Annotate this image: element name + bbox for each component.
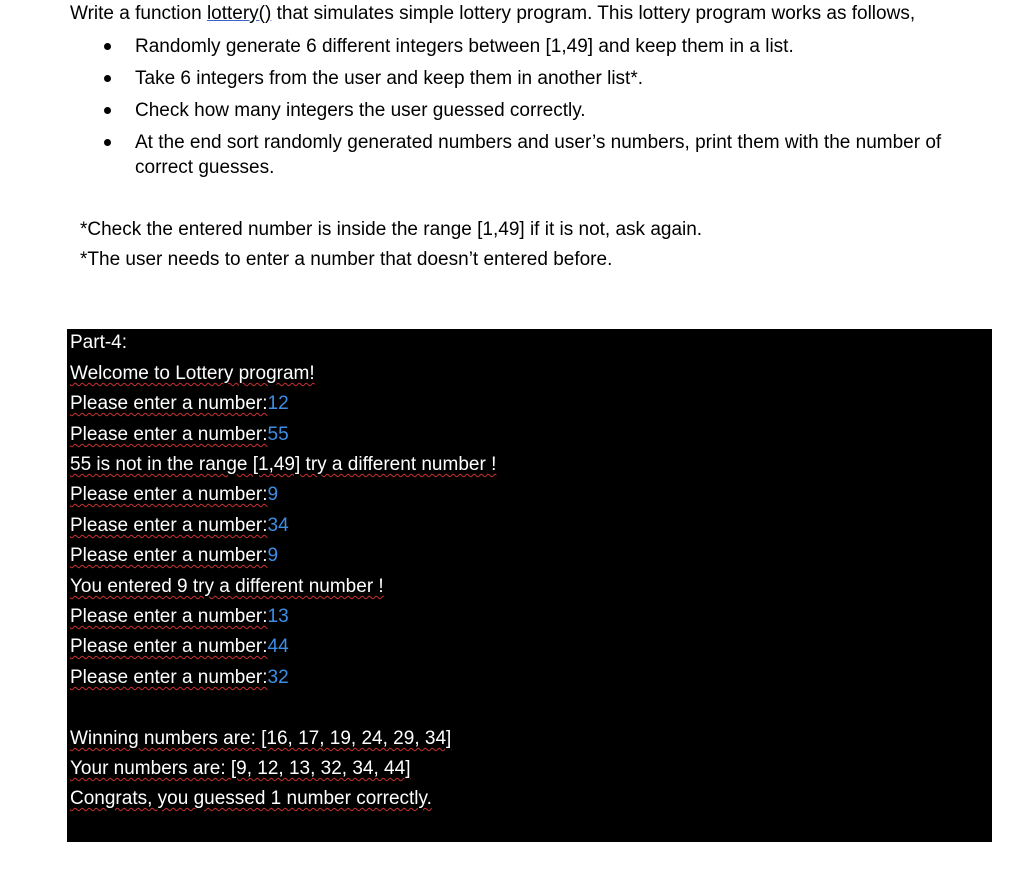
console-prompt-line xyxy=(70,392,289,416)
notes xyxy=(80,215,702,275)
input-number: 9 xyxy=(267,484,279,505)
prompt-text: Please enter a number: xyxy=(70,484,268,505)
input-number: 9 xyxy=(267,545,279,566)
input-number: 12 xyxy=(267,393,289,414)
list-item: Randomly generate 6 different integers between [1,49] and keep them in a list. xyxy=(70,34,1000,59)
console-prompt-line xyxy=(70,514,289,538)
console-header: Part-4: xyxy=(70,332,128,353)
input-number: 13 xyxy=(267,606,289,627)
console-prompt-line xyxy=(70,423,289,447)
prompt-text: Please enter a number: xyxy=(70,393,268,414)
function-name: lottery() xyxy=(206,3,272,24)
input-number: 34 xyxy=(267,515,289,536)
console-prompt-line xyxy=(70,666,289,690)
input-number: 44 xyxy=(267,636,289,657)
requirements-list xyxy=(70,34,1000,187)
console-error-range: 55 is not in the range [1,49] try a different number ! xyxy=(70,454,497,475)
console-output xyxy=(67,329,992,842)
console-prompt-line xyxy=(70,544,278,568)
console-result: Congrats, you guessed 1 number correctly. xyxy=(70,788,432,809)
input-number: 32 xyxy=(267,667,289,688)
prompt-text: Please enter a number: xyxy=(70,606,268,627)
console-error-duplicate: You entered 9 try a different number ! xyxy=(70,576,384,597)
task-description xyxy=(70,3,915,25)
console-user-numbers: Your numbers are: [9, 12, 13, 32, 34, 44] xyxy=(70,758,411,779)
console-prompt-line xyxy=(70,605,289,629)
list-item: Take 6 integers from the user and keep them in another list*. xyxy=(70,66,1000,91)
intro-after: that simulates simple lottery program. This lottery program works as follows, xyxy=(271,3,916,24)
intro-before: Write a function xyxy=(70,3,207,24)
list-item: At the end sort randomly generated numbers and user’s numbers, print them with the number of correct guesses. xyxy=(70,130,1000,180)
console-winning-numbers: Winning numbers are: [16, 17, 19, 24, 29, 34] xyxy=(70,728,452,749)
prompt-text: Please enter a number: xyxy=(70,515,268,536)
note-range: *Check the entered number is inside the range [1,49] if it is not, ask again. xyxy=(80,219,703,240)
prompt-text: Please enter a number: xyxy=(70,636,268,657)
input-number: 55 xyxy=(267,424,289,445)
console-prompt-line xyxy=(70,483,278,507)
prompt-text: Please enter a number: xyxy=(70,545,268,566)
console-welcome: Welcome to Lottery program! xyxy=(70,363,315,384)
prompt-text: Please enter a number: xyxy=(70,424,268,445)
list-item: Check how many integers the user guessed correctly. xyxy=(70,98,1000,123)
console-prompt-line xyxy=(70,635,289,659)
prompt-text: Please enter a number: xyxy=(70,667,268,688)
note-duplicate: *The user needs to enter a number that doesn’t entered before. xyxy=(80,249,613,270)
